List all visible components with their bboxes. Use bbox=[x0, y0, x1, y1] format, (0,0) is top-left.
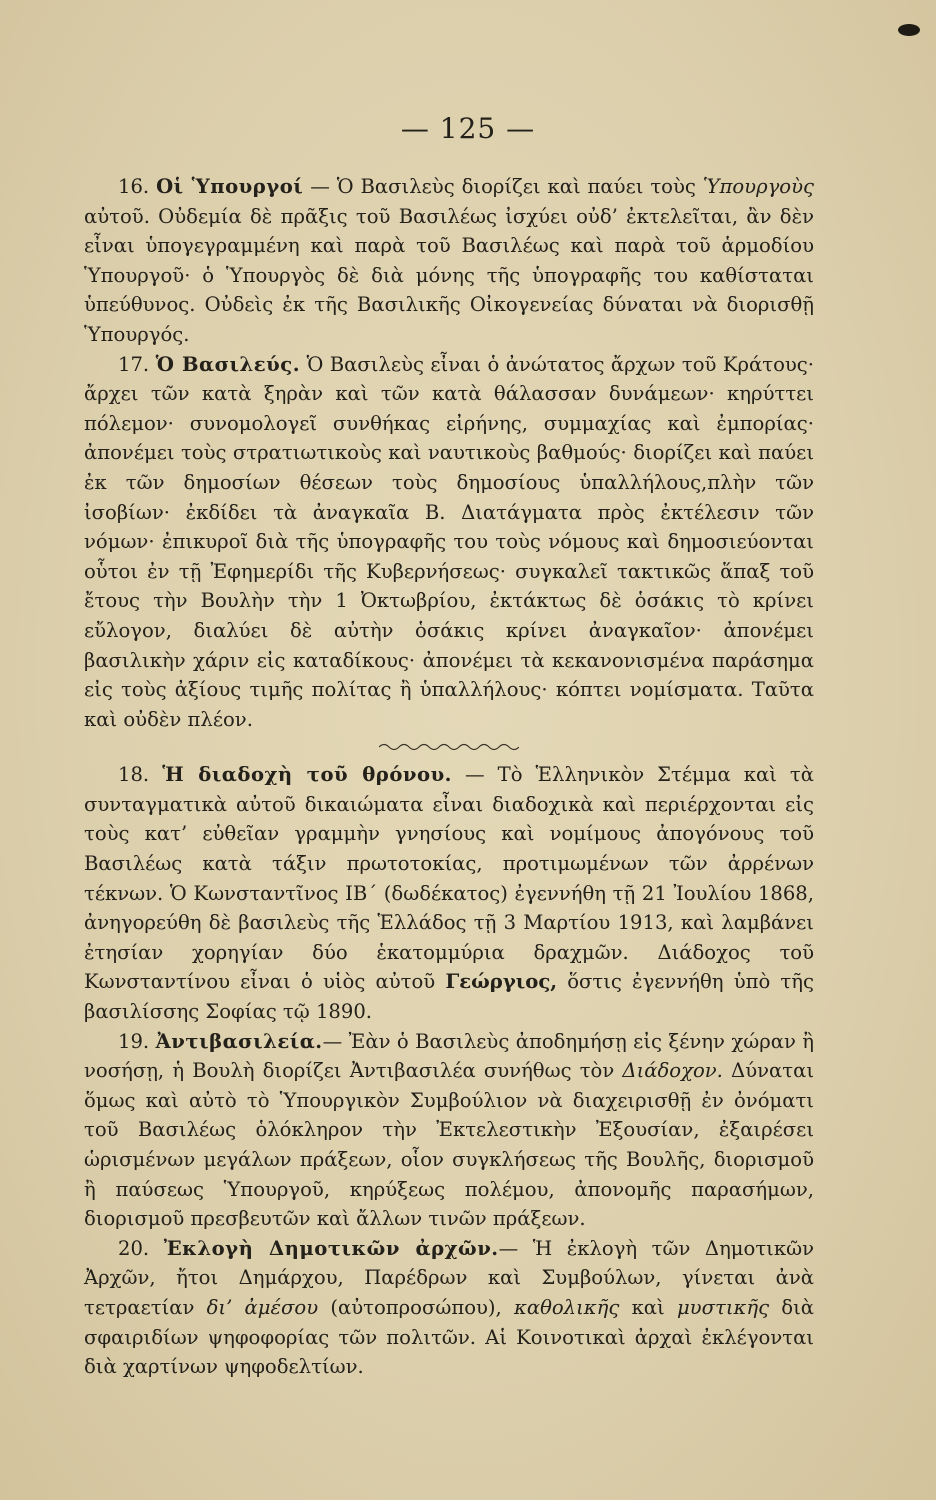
paragraph-19: 19. Ἀντιβασιλεία.— Ἐὰν ὁ Βασιλεὺς ἀποδημήσῃ εἰς ξένην χώραν ἢ νοσήσῃ, ἡ Βουλὴ διορίζει Ἀντιβασιλέα συνήθως τὸν Διάδοχον. Δύναται ὅμως καὶ αὐτὸ τὸ Ὑπουργικὸν Συμβούλιον νὰ διαχειρισθῇ ἐν ὀνόματι τοῦ Βασιλέως ὁλόκληρον τὴν Ἐκτελεστικὴν Ἐξουσίαν, ἐξαιρέσει ὡρισμένων μεγάλων πράξεων, οἷον συγκλήσεως τῆς Βουλῆς, διορισμοῦ ἢ παύσεως Ὑπουργοῦ, κηρύξεως πολέμου, ἀπονομῆς παρασήμων, διορισμοῦ πρεσβευτῶν καὶ ἄλλων τινῶν πράξεων. bbox=[84, 1029, 815, 1231]
section-title: Ἡ διαδοχὴ τοῦ θρόνου. bbox=[162, 763, 452, 787]
page-number: — 125 — bbox=[400, 112, 536, 145]
paragraph-18: 18. Ἡ διαδοχὴ τοῦ θρόνου. — Τὸ Ἑλληνικὸν Στέμμα καὶ τὰ συνταγματικὰ αὐτοῦ δικαιώματα εἶναι διαδοχικὰ καὶ περιέρχονται εἰς τοὺς κατ’ εὐθεῖαν γραμμὴν γνησίους καὶ νομίμους ἀπογόνους τοῦ Βασιλέως κατὰ τάξιν πρωτοτοκίας, προτιμωμένων τῶν ἀρρένων τέκνων. Ὁ Κωνσταντῖνος ΙΒ´ (δωδέκατος) ἐγεννήθη τῇ 21 Ἰουλίου 1868, ἀνηγορεύθη δὲ βασιλεὺς τῆς Ἑλλάδος τῇ 3 Μαρτίου 1913, καὶ λαμβάνει ἐτησίαν χορηγίαν δύο ἑκατομμύρια δραχμῶν. Διάδοχος τοῦ Κωνσταντίνου εἶναι ὁ υἱὸς αὐτοῦ Γεώργιος, ὅστις ἐγεννήθη ὑπὸ τῆς βασιλίσσης Σοφίας τῷ 1890. bbox=[84, 763, 814, 1024]
page-body bbox=[84, 172, 814, 1382]
section-number: 20. bbox=[118, 1236, 150, 1260]
section-title: Ὁ Βασιλεύς. bbox=[155, 352, 301, 376]
paragraph-20: 20. Ἐκλογὴ Δημοτικῶν ἀρχῶν.— Ἡ ἐκλογὴ τῶν Δημοτικῶν Ἀρχῶν, ἤτοι Δημάρχου, Παρέδρων καὶ Συμβούλων, γίνεται ἀνὰ τετραετίαν δι’ ἀμέσου (αὐτοπροσώπου), καθολικῆς καὶ μυστικῆς διὰ σφαιριδίων ψηφοφορίας τῶν πολιτῶν. Αἱ Κοινοτικαὶ ἀρχαὶ ἐκλέγονται διὰ χαρτίνων ψηφοδελτίων. bbox=[84, 1236, 814, 1379]
ink-blot bbox=[898, 24, 920, 36]
section-divider bbox=[84, 734, 814, 760]
section-number: 16. bbox=[118, 175, 150, 198]
paragraph-17: 17. Ὁ Βασιλεύς. Ὁ Βασιλεὺς εἶναι ὁ ἀνώτατος ἄρχων τοῦ Κράτους· ἄρχει τῶν κατὰ ξηρὰν καὶ τῶν κατὰ θάλασσαν δυνάμεων· κηρύττει πόλεμον· συνομολογεῖ συνθήκας εἰρήνης, συμμαχίας καὶ ἐμπορίας· ἀπονέμει τοὺς στρατιωτικοὺς καὶ ναυτικοὺς βαθμούς· διορίζει καὶ παύει ἐκ τῶν δημοσίων θέσεων τοὺς δημοσίους ὑπαλλήλους,πλὴν τῶν ἰσοβίων· ἐκδίδει τὰ ἀναγκαῖα Β. Διατάγματα πρὸς ἐκτέλεσιν τῶν νόμων· ἐπικυροῖ διὰ τῆς ὑπογραφῆς του τοὺς νόμους καὶ δημοσιεύονται οὗτοι ἐν τῇ Ἐφημερίδι τῆς Κυβερνήσεως· συγκαλεῖ τακτικῶς ἅπαξ τοῦ ἔτους τὴν Βουλὴν τὴν 1 Ὀκτωβρίου, ἐκτάκτως δὲ ὁσάκις τὸ κρίνει εὔλογον, διαλύει δὲ αὐτὴν ὁσάκις κρίνει ἀναγκαῖον· ἀπονέμει βασιλικὴν χάριν εἰς καταδίκους· ἀπονέμει τὰ κεκανονισμένα παράσημα εἰς τοὺς ἀξίους τιμῆς πολίτας ἢ ὑπαλλήλους· κόπτει νομίσματα. Ταῦτα καὶ οὐδὲν πλέον. bbox=[84, 352, 815, 731]
paragraph-16: 16. Οἱ Ὑπουργοί — Ὁ Βασιλεὺς διορίζει καὶ παύει τοὺς Ὑπουργοὺς αὐτοῦ. Οὐδεμία δὲ πρᾶξις τοῦ Βασιλέως ἰσχύει οὐδ’ ἐκτελεῖται, ἂν δὲν εἶναι ὑπογεγραμμένη καὶ παρὰ τοῦ Βασιλέως καὶ παρὰ τοῦ ἁρμοδίου Ὑπουργοῦ· ὁ Ὑπουργὸς δὲ διὰ μόνης τῆς ὑπογραφῆς του καθίσταται ὑπεύθυνος. Οὐδεὶς ἐκ τῆς Βασιλικῆς Οἰκογενείας δύναται νὰ διορισθῇ Ὑπουργός. bbox=[84, 175, 814, 346]
section-title: Ἐκλογὴ Δημοτικῶν ἀρχῶν. bbox=[163, 1236, 499, 1260]
section-number: 17. bbox=[118, 352, 150, 376]
section-number: 19. bbox=[118, 1029, 150, 1053]
section-title: Ἀντιβασιλεία. bbox=[155, 1029, 323, 1053]
section-number: 18. bbox=[118, 763, 150, 787]
section-title: Οἱ Ὑπουργοί bbox=[156, 175, 304, 198]
